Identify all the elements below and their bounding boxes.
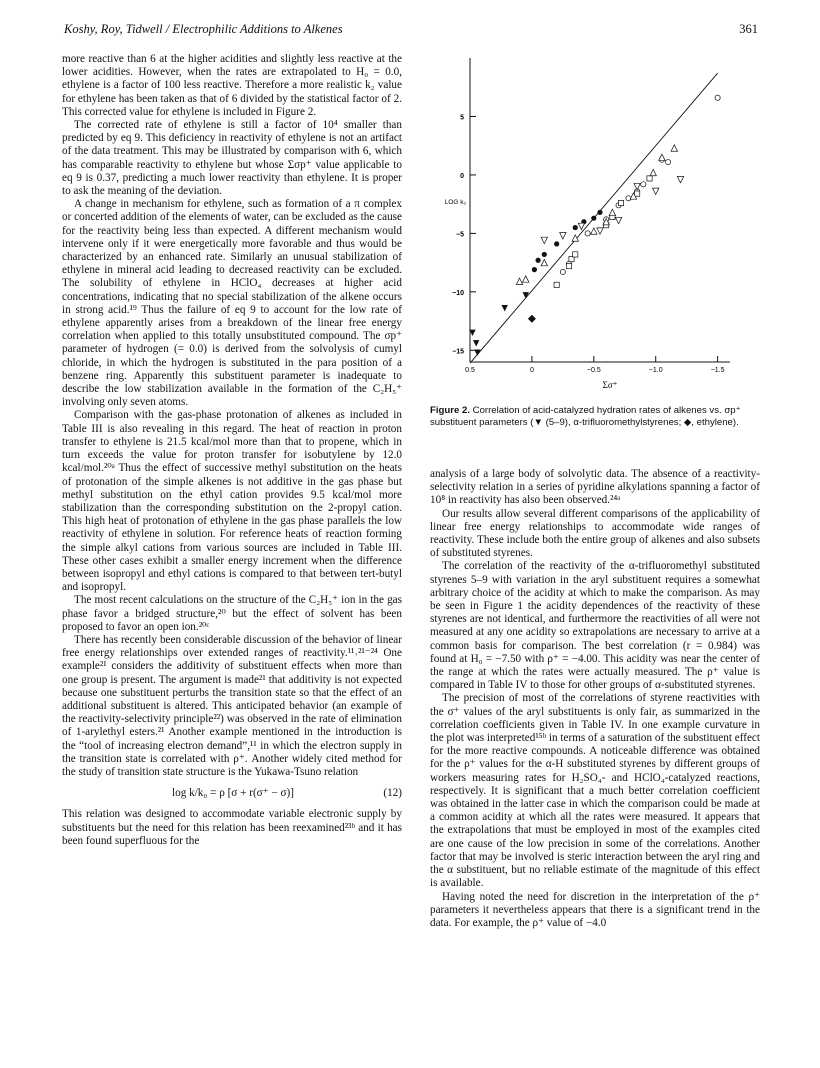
- x-tick-label: 0: [529, 367, 534, 374]
- data-point-triangle-up-open: [516, 278, 522, 284]
- data-point-circle-filled: [535, 258, 540, 263]
- data-point-square-open: [554, 282, 559, 287]
- x-tick-label: 0.5: [465, 367, 475, 374]
- x-axis-label: Σσ⁺: [602, 380, 618, 390]
- x-tick-label: −1.0: [648, 367, 663, 374]
- page-number: 361: [739, 22, 758, 36]
- x-tick-label: −1.5: [710, 367, 725, 374]
- data-point-circle-open: [665, 159, 670, 164]
- data-point-circle-filled: [542, 252, 547, 257]
- data-point-triangle-up-open: [572, 235, 578, 241]
- data-point-triangle-down-open: [578, 223, 584, 229]
- data-point-circle-filled: [573, 225, 578, 230]
- data-point-triangle-down-open: [560, 233, 566, 239]
- scatter-chart: [430, 50, 760, 410]
- data-point-square-open: [635, 191, 640, 196]
- data-point-triangle-filled: [473, 340, 479, 346]
- paragraph: There has recently been considerable discussion of the behavior of linear free energy relationships over extended ranges of reactivity.¹¹˒²¹⁻²⁴ One example²¹ considers the additivity of substituent effects when more than one group is present. The argument is made²¹ that additivity is not expected because one substituent perturbs the transition state so that the effect of an additional substituent is altered. This anticipated behavior (an example of the reactivity-selectivity principle²²) was observed in the rate of elimination of 1-arylethyl esters.²¹ Another example mentioned in the introduction is the “tool of increasing electron demand”,¹¹ in which the electron supply in the transition state is correlated with ρ⁺. Another widely cited method for the study of transition state structure is the Yukawa-Tsuno relation: [62, 633, 402, 778]
- y-tick-label: −5: [456, 231, 464, 239]
- paragraph: more reactive than 6 at the higher acidities and slightly less reactive at the lower acidities. However, when the rates are extrapolated to H₀ = 0.0, ethylene is a factor of 100 less reactive. Therefore a more realistic k₂ value for ethylene has been taken as that of 6 divided by the statistical factor of 2. This corrected value for ethylene is included in Figure 2.: [62, 53, 402, 118]
- running-title: Koshy, Roy, Tidwell / Electrophilic Additions to Alkenes: [64, 22, 343, 36]
- equation-number: (12): [383, 787, 402, 800]
- data-point-circle-open: [641, 182, 646, 187]
- data-point-triangle-down-open: [677, 176, 683, 182]
- data-point-triangle-up-open: [541, 259, 547, 265]
- paragraph: A change in mechanism for ethylene, such as formation of a π complex or concerted addition of the elements of water, can be excluded as the cause for the reactivity being less than expected. A different mechanism would intervene only if it were energetically more favorable and thus would be characterized by an enhanced rate. Similarly an unusual stabilization of ethylene in mineral acid leading to decreased reactivity can be excluded. The solubility of ethylene in HClO₄ decreases at higher acid concentrations, indicating that no special stabilization of the alkene occurs in strong acid.¹⁹ Thus the failure of eq 9 to account for the low rate of ethylene apparently arises from a breakdown of the linear free energy correlation when applied to this totally unsubstituted compound. The σp⁺ parameter of hydrogen (= 0.0) is derived from the solvolysis of cumyl chloride, in which the hydrogen is substituted in the para position of a benzene ring. Apparently this substituent parameter is inadequate to describe the low stabilization available in the formation of the C₂H₅⁺ involving only seven atoms.: [62, 198, 402, 409]
- paragraph: Our results allow several different comparisons of the applicability of linear free energy relationships to accommodate wide ranges of reactivity. These include both the entire group of alkenes and also subsets of substituted styrenes.: [430, 507, 760, 560]
- caption-label: Figure 2.: [430, 405, 470, 416]
- paragraph: This relation was designed to accommodate variable electronic supply by substituents but the need for this relation has been reexamined²³ᵇ and it has been found superfluous for the: [62, 808, 402, 847]
- data-point-triangle-up-open: [671, 145, 677, 151]
- data-point-triangle-up-open: [659, 154, 665, 160]
- data-point-square-open: [566, 264, 571, 269]
- data-point-circle-filled: [554, 241, 559, 246]
- data-point-triangle-up-open: [523, 276, 529, 282]
- data-point-circle-filled: [532, 267, 537, 272]
- data-point-triangle-down-open: [615, 217, 621, 223]
- figure-2: [430, 50, 760, 410]
- y-tick-label: 5: [460, 114, 464, 122]
- x-tick-label: −0.5: [586, 367, 601, 374]
- data-point-triangle-up-open: [650, 169, 656, 175]
- data-point-circle-open: [585, 231, 590, 236]
- data-point-triangle-down-open: [653, 188, 659, 194]
- caption-text: Correlation of acid-catalyzed hydration rates of alkenes vs. σp⁺ substituent parameters (▼ (5–9), α-trifluoromethylstyrenes; ◆, ethylene).: [430, 405, 741, 428]
- data-point-triangle-down-open: [541, 237, 547, 243]
- data-point-square-open: [647, 176, 652, 181]
- data-point-circle-filled: [597, 210, 602, 215]
- equation-12: [62, 787, 402, 800]
- paragraph: The most recent calculations on the structure of the C₂H₅⁺ ion in the gas phase favor a bridged structure,²⁰ but the effect of solvent has been proposed to favor an open ion.²⁰ᶜ: [62, 594, 402, 633]
- data-point-triangle-up-open: [591, 228, 597, 234]
- data-point-square-open: [618, 200, 623, 205]
- paragraph: analysis of a large body of solvolytic data. The absence of a reactivity-selectivity relation in a series of pyridine alkylations spanning a factor of 10⁸ in reactivity has also been observed.²⁴ᵃ: [430, 468, 760, 507]
- data-point-circle-open: [560, 269, 565, 274]
- data-point-square-open: [573, 252, 578, 257]
- data-point-triangle-down-open: [634, 183, 640, 189]
- y-tick-label: −15: [452, 348, 464, 356]
- paragraph: Comparison with the gas-phase protonation of alkenes as included in Table III is also revealing in this regard. The heat of reaction in proton transfer to ethylene is 21.5 kcal/mol more than that to propene, which in turn exceeds the value for proton transfer for isobutylene by 12.0 kcal/mol.²⁰ᵃ Thus the effect of successive methyl substitution on the heats of protonation of the simple alkenes is not additive in the gas phase but methyl substitution on the ethyl cation provides 9.5 kcal/mol more stabilization than the corresponding substitution on the 2-propyl cation. This high heat of protonation of ethylene in the gas phase parallels the low reactivity of ethylene in solution. For reference heats of reaction forming the simple alkyl cations from various sources are included in Table III. These other cases exhibit a smaller energy increment when the difference between isopropyl and ethyl cations is compared to that between tert-butyl and isopropyl.: [62, 409, 402, 594]
- paragraph: Having noted the need for discretion in the interpretation of the ρ⁺ parameters it nevertheless appears that there is a significant trend in the data. For example, the ρ⁺ value of −4.0: [430, 890, 760, 929]
- data-point-circle-open: [715, 95, 720, 100]
- data-point-triangle-down-open: [597, 228, 603, 234]
- y-axis-label: LOG k₂: [444, 199, 466, 207]
- data-point-circle-filled: [591, 216, 596, 221]
- data-point-diamond: [528, 315, 536, 323]
- equation-body: log k/k₀ = ρ [σ + r(σ⁺ − σ)]: [172, 787, 295, 800]
- data-point-triangle-filled: [501, 305, 507, 311]
- y-tick-label: 0: [460, 172, 464, 180]
- paragraph: The corrected rate of ethylene is still a factor of 10⁴ smaller than predicted by eq 9. This deficiency in reactivity of ethylene is not an artifact of the data treatment. This may be illustrated by comparison with 6, which has comparable reactivity to ethylene but whose Σσp⁺ value applicable to eq 9 is 0.37, predicting a much lower reactivity than ethylene. It is proper to ask the meaning of the deviation.: [62, 119, 402, 198]
- right-column: [430, 468, 760, 930]
- paragraph: The precision of most of the correlations of styrene reactivities with the σ⁺ values of the aryl substituents is only fair, as summarized in the correlation coefficients given in Table IV. In one example curvature in the plot was interpreted¹⁵ᵇ in terms of a saturation of the substituent effect for the more reactive compounds. A noticeable difference was obtained for the ρ⁺ values for the α-H substituted styrenes by different groups of workers measuring rates for H₂SO₄- and HClO₄-catalyzed reactions, respectively. It is significant that a much better correlation coefficient was obtained in the latter case in which the comparison could be made at a common acidity at which all the rates were measured. It appears that the extrapolations that must be employed in most of the examples cited are one cause of the low precision in some of the correlations. Another factor that may be involved is steric interaction between the aryl ring and the α substituent, but no reliable estimate of the magnitude of this effect is available.: [430, 692, 760, 890]
- paragraph: The correlation of the reactivity of the α-trifluoromethyl substituted styrenes 5–9 with variation in the aryl substituent requires a somewhat arbitrary choice of the acidity at which to make the comparison. As may be seen in Figure 1 the acidity dependences of the reactivity of these styrenes are not identical, and furthermore the reactivities of all were not measured at any one acidity so extrapolations are necessary to arrive at a common basis for comparison. The best correlation (r = 0.984) was found at H₀ = −7.50 with ρ⁺ = −4.00. This acidity was near the center of the range at which the rates were actually measured. The ρ⁺ value is compared in Table IV to those for other groups of α-substituted styrenes.: [430, 560, 760, 692]
- y-tick-label: −10: [452, 289, 464, 297]
- figure-caption: [430, 405, 760, 428]
- data-point-triangle-filled: [474, 349, 480, 355]
- left-column: [62, 53, 402, 848]
- data-point-triangle-up-open: [609, 209, 615, 215]
